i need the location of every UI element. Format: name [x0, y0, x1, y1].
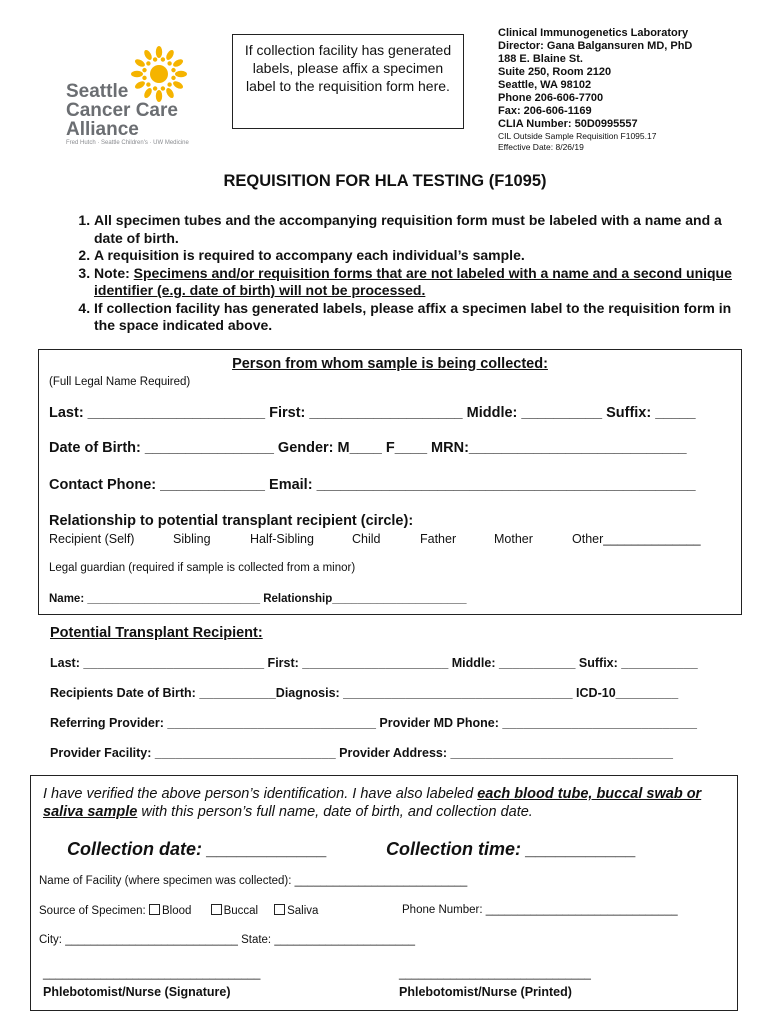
facility-phone-field[interactable]: Phone Number: ______________________________ — [402, 904, 678, 916]
lab-address-2: Suite 250, Room 2120 — [498, 66, 612, 78]
relationship-option[interactable]: Other______________ — [572, 532, 701, 546]
guardian-note: Legal guardian (required if sample is collected from a minor) — [49, 562, 356, 574]
instruction-list — [48, 212, 744, 335]
checkbox-icon — [211, 904, 222, 915]
lab-director: Director: Gana Balgansuren MD, PhD — [498, 40, 693, 52]
city-state-fields[interactable]: City: ___________________________ State: ______________________ — [39, 934, 416, 946]
relationship-heading: Relationship to potential transplant recipient (circle): — [49, 513, 414, 529]
relationship-option[interactable]: Father — [420, 532, 457, 546]
recipient-dob-diagnosis-fields[interactable]: Recipients Date of Birth: ___________Diagnosis: _________________________________ ICD-10_________ — [50, 686, 679, 700]
lab-name: Clinical Immunogenetics Laboratory — [498, 27, 689, 39]
note-warning: Specimens and/or requisition forms that are not labeled with a name and a second unique identifier (e.g. date of birth) will not be processed. — [94, 264, 732, 298]
donor-name-fields[interactable]: Last: ______________________ First: ___________________ Middle: __________ Suffix: _____ — [49, 405, 696, 421]
label-placement-box — [232, 34, 464, 129]
verification-statement — [43, 785, 728, 821]
checkbox-icon — [274, 904, 285, 915]
page-title: REQUISITION FOR HLA TESTING (F1095) — [223, 172, 547, 190]
specimen-source-label: Source of Specimen: — [39, 905, 146, 917]
printed-name-label: Phlebotomist/Nurse (Printed) — [399, 985, 572, 999]
recipient-name-fields[interactable]: Last: __________________________ First: _____________________ Middle: ___________ Suffix: ___________ — [50, 656, 698, 670]
verification-section — [30, 775, 738, 1011]
logo — [66, 44, 216, 154]
logo-line-2: Cancer Care — [66, 100, 178, 121]
relationship-option[interactable]: Half-Sibling — [250, 532, 314, 546]
collection-date-field[interactable]: Collection date: ____________ — [67, 839, 328, 859]
verification-text-c: with this person’s full name, date of birth, and collection date. — [137, 804, 533, 820]
relationship-option[interactable]: Mother — [494, 532, 533, 546]
recipient-heading: Potential Transplant Recipient: — [50, 625, 263, 641]
logo-line-3: Alliance — [66, 119, 139, 140]
verification-emphasis: each blood tube, buccal swab or saliva sample — [43, 786, 702, 820]
label-box-text: If collection facility has generated labels, please affix a specimen label to the requisition form here. — [244, 42, 452, 94]
lab-address-3: Seattle, WA 98102 — [498, 79, 592, 91]
checkbox-icon — [149, 904, 160, 915]
saliva-option-label: Saliva — [287, 905, 319, 917]
donor-contact-fields[interactable]: Contact Phone: _____________ Email: _______________________________________________ — [49, 477, 696, 493]
buccal-checkbox[interactable] — [211, 905, 259, 917]
relationship-option[interactable]: Child — [352, 532, 381, 546]
instruction-item — [94, 265, 744, 300]
donor-heading: Person from whom sample is being collected: — [232, 356, 548, 372]
relationship-option[interactable]: Recipient (Self) — [49, 532, 135, 546]
facility-name-field[interactable]: Name of Facility (where specimen was collected): ___________________________ — [39, 875, 468, 887]
note-prefix: Note: — [94, 264, 134, 281]
blood-checkbox[interactable] — [149, 905, 191, 917]
effective-date: Effective Date: 8/26/19 — [498, 142, 584, 152]
donor-section — [38, 349, 742, 615]
blood-option-label: Blood — [161, 905, 192, 917]
instruction-item: 1. All specimen tubes and the accompanying requisition form must be labeled with a name and a date of birth. — [94, 212, 744, 247]
collection-time-field[interactable]: Collection time: ___________ — [386, 839, 637, 859]
signature-line[interactable]: __________________________________ — [43, 968, 261, 980]
lab-address-1: 188 E. Blaine St. — [498, 53, 583, 65]
referring-provider-fields[interactable]: Referring Provider: ______________________________ Provider MD Phone: ____________________________ — [50, 716, 698, 730]
provider-facility-fields[interactable]: Provider Facility: __________________________ Provider Address: ________________________________ — [50, 746, 673, 760]
lab-clia: CLIA Number: 50D0995557 — [498, 118, 638, 130]
buccal-option-label: Buccal — [223, 905, 259, 917]
instruction-item: 4. If collection facility has generated labels, please affix a specimen label to the requisition form in the space indicated above. — [94, 300, 744, 335]
relationship-option[interactable]: Sibling — [173, 532, 211, 546]
instruction-item: 2. A requisition is required to accompany each individual’s sample. — [94, 247, 744, 265]
printed-name-line[interactable]: ______________________________ — [399, 968, 591, 980]
saliva-checkbox[interactable] — [274, 905, 318, 917]
logo-subtitle: Fred Hutch · Seattle Children's · UW Medicine — [66, 140, 189, 146]
logo-line-1: Seattle — [66, 81, 129, 102]
guardian-fields[interactable]: Name: ___________________________ Relationship_____________________ — [49, 593, 467, 605]
form-reference: CIL Outside Sample Requisition F1095.17 — [498, 131, 657, 141]
lab-info-block — [498, 27, 758, 153]
lab-phone: Phone 206-606-7700 — [498, 92, 604, 104]
donor-dob-gender-mrn-fields[interactable]: Date of Birth: ________________ Gender: M____ F____ MRN:___________________________ — [49, 440, 687, 456]
signature-label: Phlebotomist/Nurse (Signature) — [43, 985, 231, 999]
full-name-note: (Full Legal Name Required) — [49, 376, 191, 388]
specimen-source-group — [39, 904, 318, 917]
verification-text-a: I have verified the above person’s identification. I have also labeled — [43, 786, 478, 802]
lab-fax: Fax: 206-606-1169 — [498, 105, 592, 117]
